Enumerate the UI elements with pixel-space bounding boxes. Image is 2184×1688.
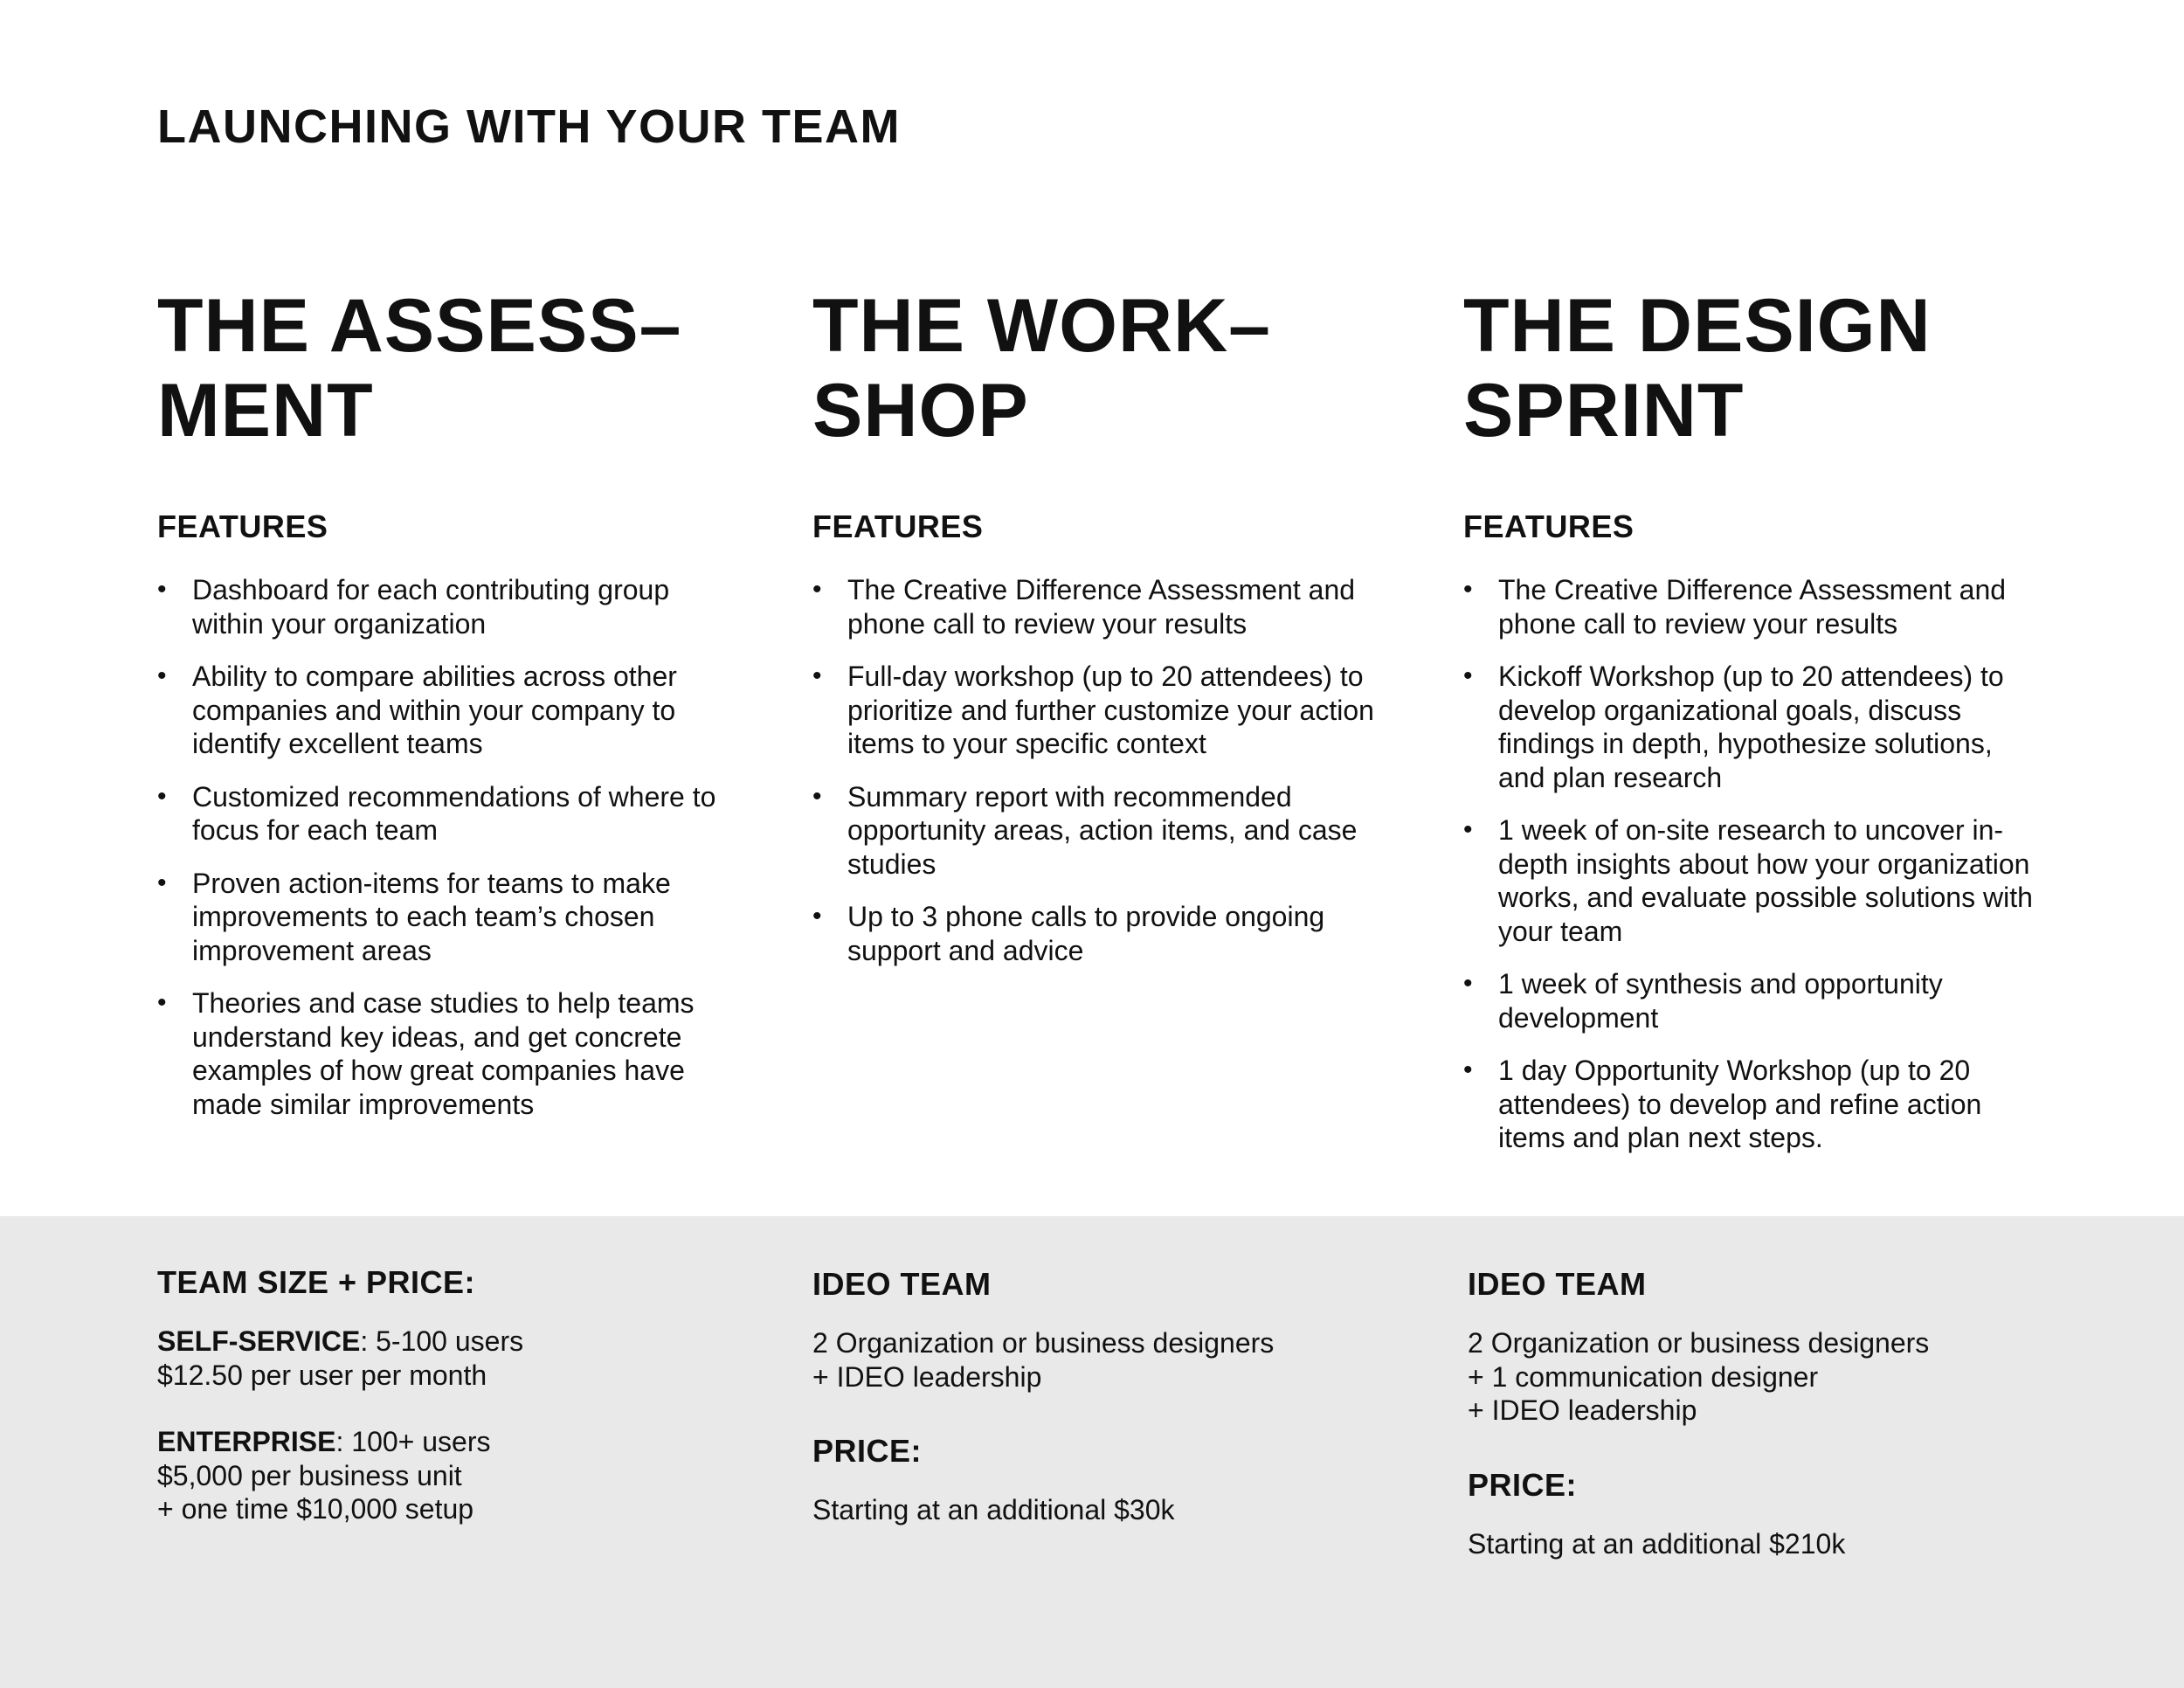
team-size-price-label: TEAM SIZE + PRICE: <box>157 1264 476 1300</box>
design-sprint-team-label: IDEO TEAM <box>1468 1266 1647 1302</box>
list-item: • Proven action-items for teams to make improvements to each team’s chosen improvement areas <box>157 867 734 968</box>
workshop-features-label: FEATURES <box>812 508 984 544</box>
design-sprint-title-line-1: THE DESIGN <box>1463 284 1932 368</box>
workshop-price-text: Starting at an additional $30k <box>812 1494 1175 1525</box>
page-title: LAUNCHING WITH YOUR TEAM <box>157 100 901 153</box>
list-item: • Dashboard for each contributing group within your organization <box>157 573 734 640</box>
design-sprint-team-list <box>1468 1326 2079 1428</box>
list-item: • Full-day workshop (up to 20 attendees) to prioritize and further customize your action items to your specific context <box>812 660 1389 761</box>
team-line: + IDEO leadership <box>812 1360 1042 1393</box>
workshop-title <box>812 284 1389 453</box>
design-sprint-price-text: Starting at an additional $210k <box>1468 1527 1846 1560</box>
list-item: • Customized recommendations of where to focus for each team <box>157 780 734 847</box>
self-service-users: : 5-100 users <box>360 1325 524 1357</box>
workshop-title-line-1: THE WORK– <box>812 284 1271 368</box>
list-item: • Summary report with recommended opportunity areas, action items, and case studies <box>812 780 1389 882</box>
enterprise-tier <box>157 1425 734 1526</box>
list-item: • 1 day Opportunity Workshop (up to 20 attendees) to develop and refine action items and plan next steps. <box>1463 1054 2044 1155</box>
assessment-column <box>157 284 734 1140</box>
list-item: • Ability to compare abilities across other companies and within your company to identify excellent teams <box>157 660 734 761</box>
team-line: 2 Organization or business designers <box>1468 1327 1930 1359</box>
team-line: 2 Organization or business designers <box>812 1327 1275 1359</box>
self-service-line <box>157 1325 734 1359</box>
workshop-team-list <box>812 1326 1424 1394</box>
enterprise-setup: + one time $10,000 setup <box>157 1493 474 1525</box>
assessment-title-line-1: THE ASSESS– <box>157 284 682 368</box>
list-item: • 1 week of on-site research to uncover in-depth insights about how your organization works, and evaluate possible solutions with your team <box>1463 813 2044 948</box>
list-item: • 1 week of synthesis and opportunity development <box>1463 967 2044 1034</box>
self-service-name: SELF-SERVICE <box>157 1325 361 1357</box>
enterprise-name: ENTERPRISE <box>157 1426 336 1457</box>
workshop-team-label: IDEO TEAM <box>812 1266 992 1302</box>
assessment-features-list <box>157 573 734 1121</box>
workshop-features-list <box>812 573 1389 967</box>
assessment-title-line-2: MENT <box>157 369 374 453</box>
self-service-price: $12.50 per user per month <box>157 1359 487 1391</box>
self-service-tier <box>157 1325 734 1392</box>
design-sprint-title <box>1463 284 2044 453</box>
workshop-pricing <box>812 1266 1424 1527</box>
design-sprint-column <box>1463 284 2044 1174</box>
design-sprint-features-list <box>1463 573 2044 1155</box>
enterprise-price: $5,000 per business unit <box>157 1459 462 1491</box>
team-line: + 1 communication designer <box>1468 1360 1819 1393</box>
workshop-column <box>812 284 1389 986</box>
design-sprint-pricing <box>1468 1266 2079 1560</box>
list-item: • Kickoff Workshop (up to 20 attendees) to develop organizational goals, discuss findings in depth, hypothesize solutions, and plan research <box>1463 660 2044 794</box>
list-item: • Theories and case studies to help teams understand key ideas, and get concrete examples of how great companies have made similar improvements <box>157 986 734 1121</box>
design-sprint-features-label: FEATURES <box>1463 508 1635 544</box>
team-line: + IDEO leadership <box>1468 1394 1697 1426</box>
workshop-title-line-2: SHOP <box>812 369 1029 453</box>
design-sprint-price-label: PRICE: <box>1468 1466 1578 1503</box>
list-item: • Up to 3 phone calls to provide ongoing support and advice <box>812 900 1389 967</box>
enterprise-users: : 100+ users <box>335 1426 491 1457</box>
list-item: • The Creative Difference Assessment and phone call to review your results <box>1463 573 2044 640</box>
enterprise-line <box>157 1425 734 1459</box>
design-sprint-title-line-2: SPRINT <box>1463 369 1745 453</box>
assessment-title <box>157 284 734 453</box>
assessment-pricing <box>157 1264 734 1526</box>
list-item: • The Creative Difference Assessment and phone call to review your results <box>812 573 1389 640</box>
assessment-features-label: FEATURES <box>157 508 328 544</box>
workshop-price-label: PRICE: <box>812 1433 923 1469</box>
